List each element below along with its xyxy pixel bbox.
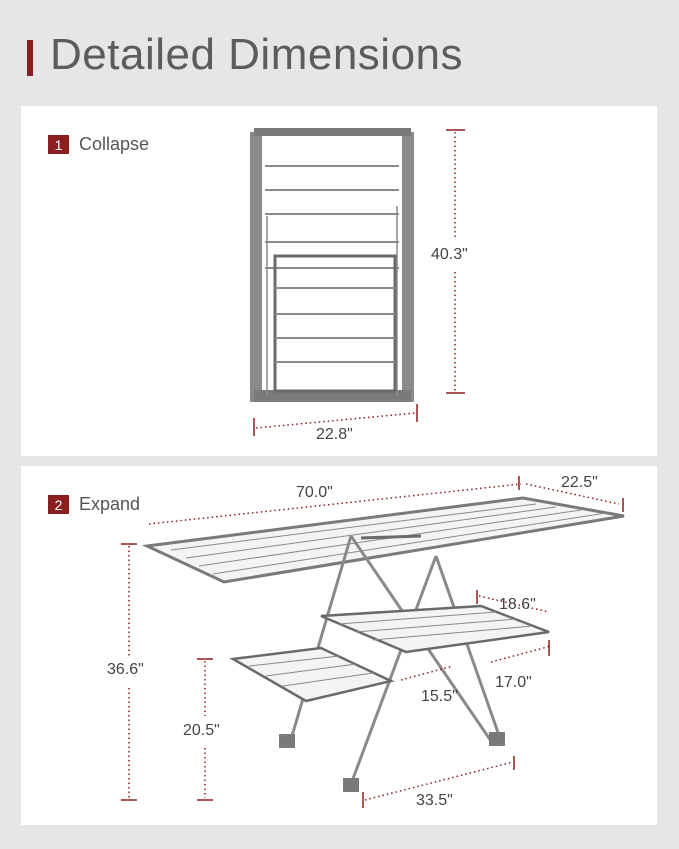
collapsed-height-label: 40.3" (431, 246, 468, 263)
collapsed-rack-illustration (21, 106, 657, 456)
expanded-length-label: 70.0" (296, 484, 333, 501)
step-label: Collapse (79, 134, 150, 154)
step-number-badge: 1 (48, 135, 69, 154)
step-collapse (48, 134, 149, 155)
collapsed-width-label: 22.8" (316, 426, 353, 443)
wing-depth-label: 18.6" (499, 596, 536, 613)
step-label: Expand (79, 494, 141, 514)
wing-length-label: 17.0" (495, 674, 532, 691)
expanded-rack-illustration (21, 466, 657, 825)
page-title: Detailed Dimensions (50, 30, 464, 79)
step-number-badge: 2 (48, 495, 69, 514)
step-expand (48, 494, 140, 515)
expanded-depth-label: 22.5" (561, 474, 598, 491)
title-accent-bar (27, 40, 33, 76)
expand-panel (21, 466, 657, 825)
base-width-label: 33.5" (416, 792, 453, 809)
lower-shelf-height-label: 20.5" (183, 722, 220, 739)
wing-inner-label: 15.5" (421, 688, 458, 705)
expanded-height-label: 36.6" (107, 661, 144, 678)
collapse-panel (21, 106, 657, 456)
